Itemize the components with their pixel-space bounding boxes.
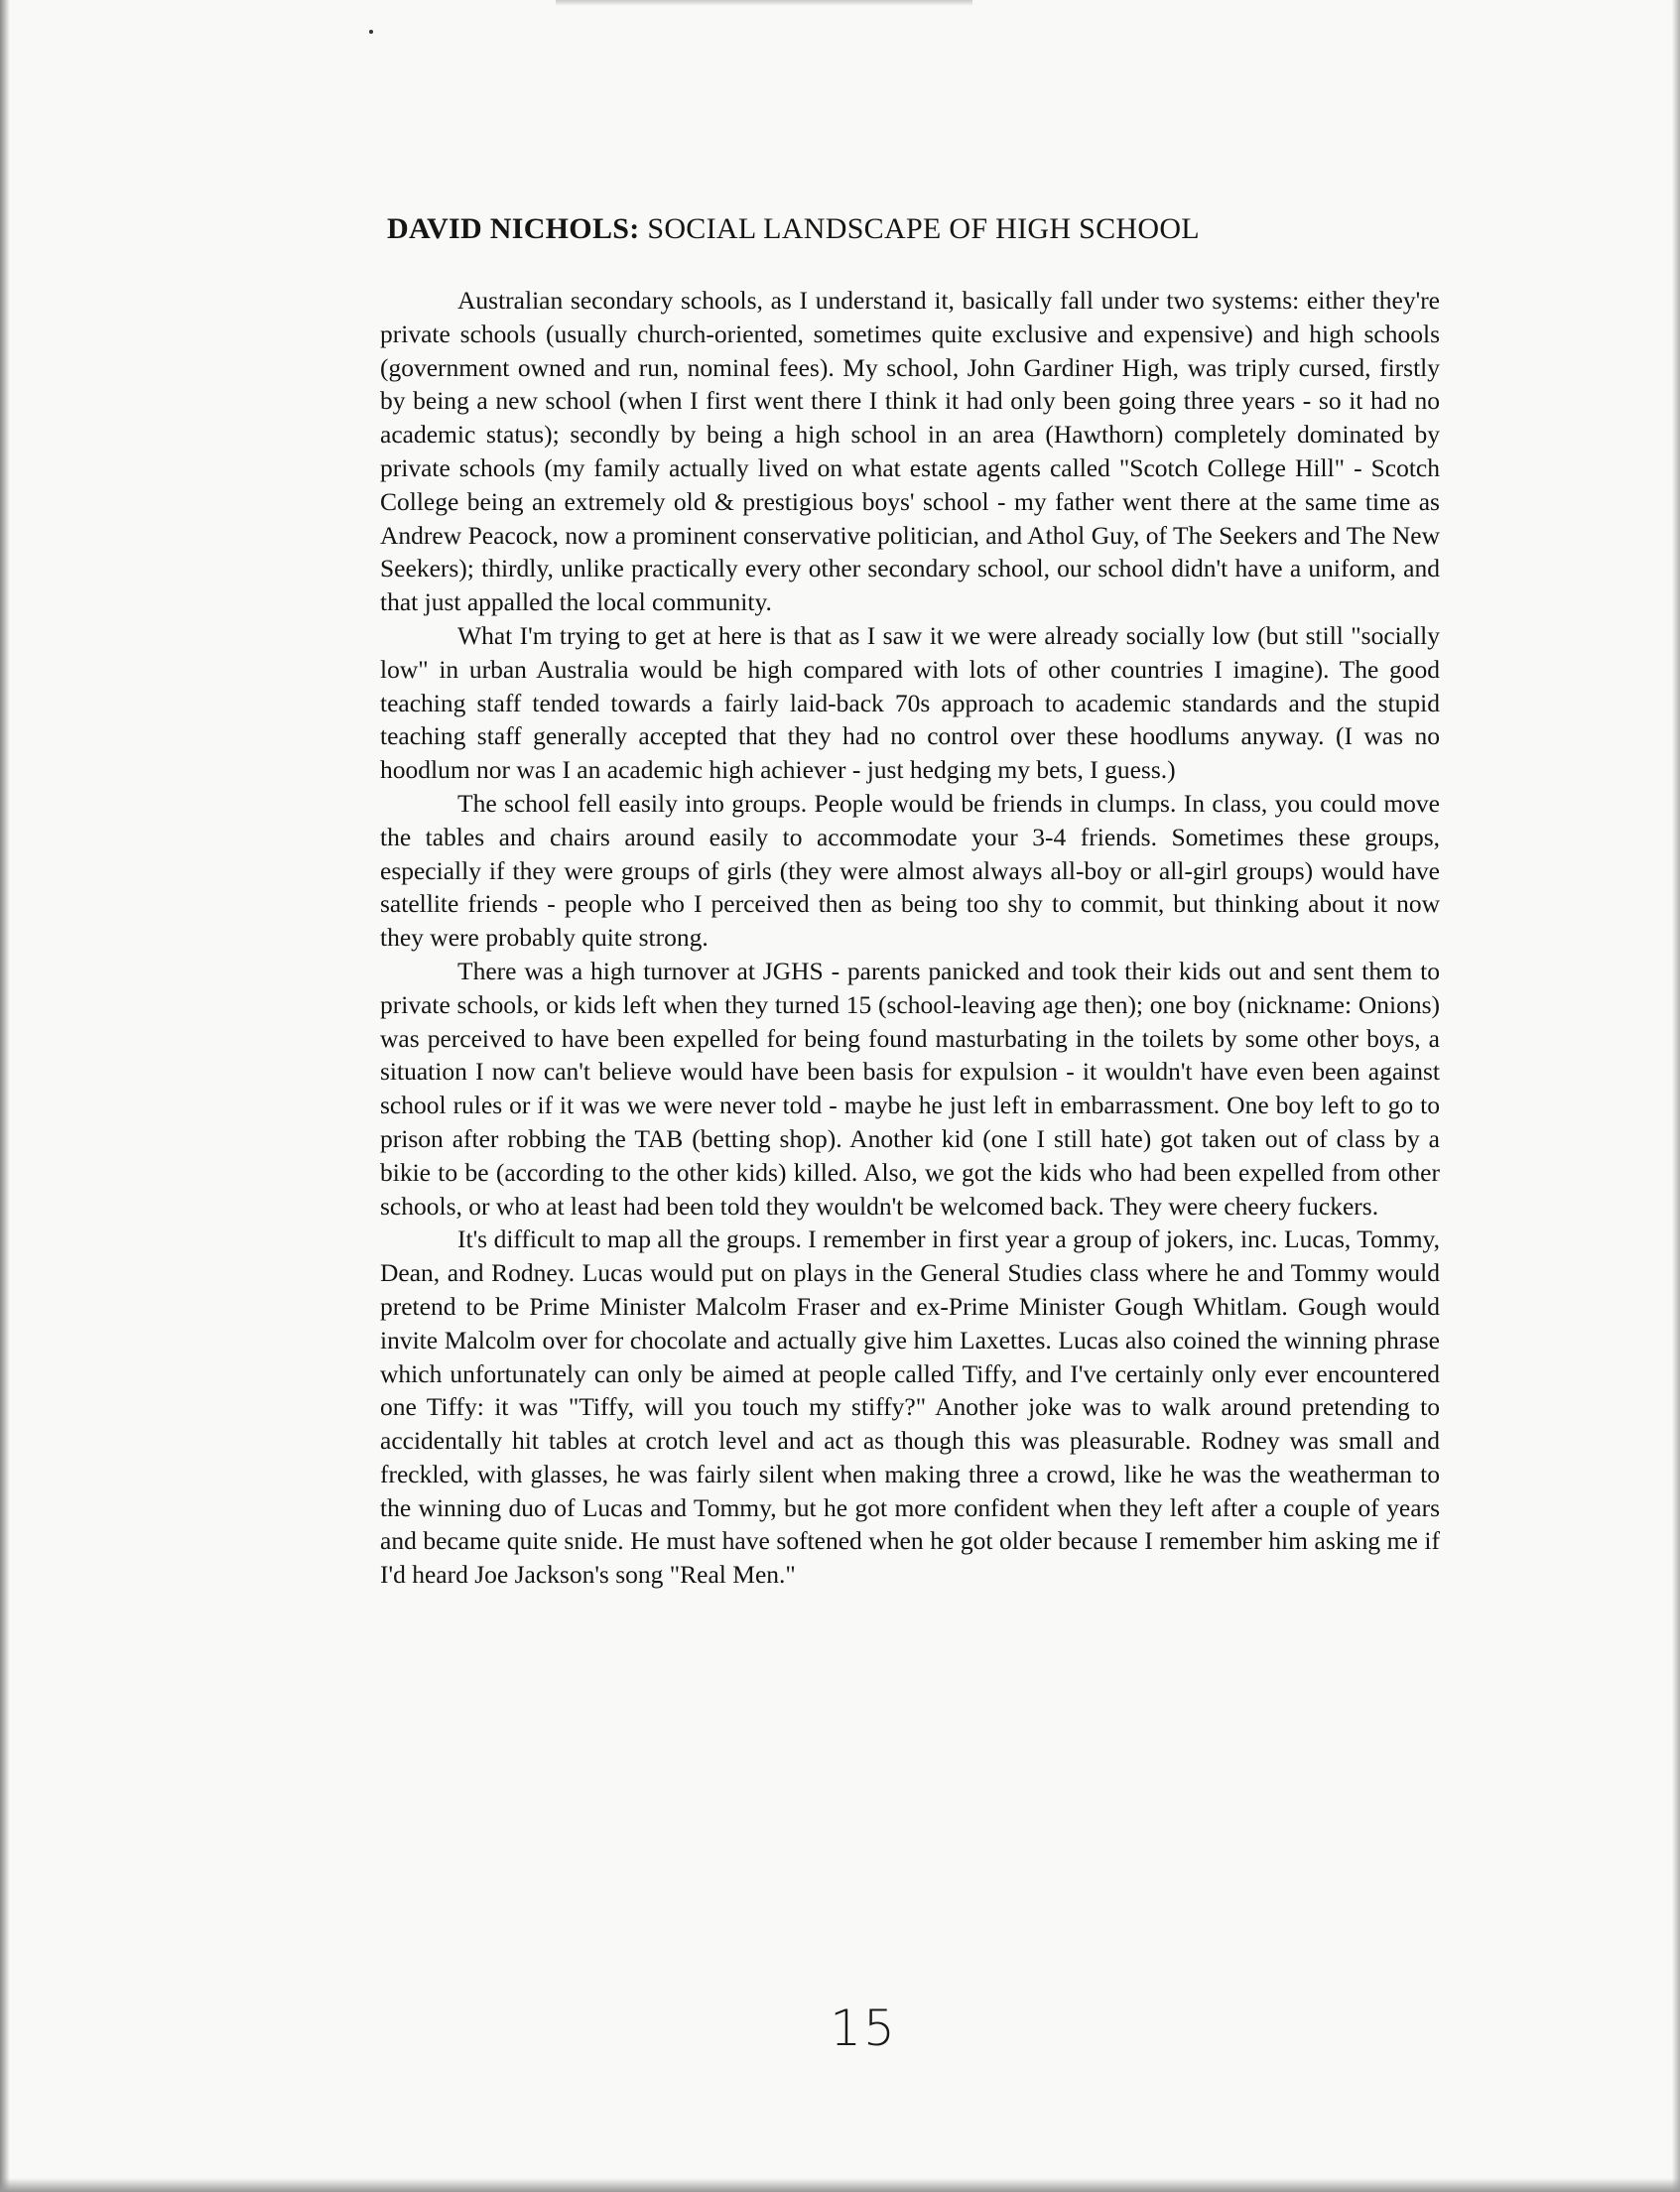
article-body: [380, 284, 1440, 1592]
paragraph-1: Australian secondary schools, as I understand it, basically fall under two systems: either they're private schools (usually church-oriented, sometimes quite exclusive and expensive) and high schools (government owned and run, nominal fees). My school, John Gardiner High, was triply cursed, firstly by being a new school (when I first went there I think it had only been going three years - so it had no academic status); secondly by being a high school in an area (Hawthorn) completely dominated by private schools (my family actually lived on what estate agents called "Scotch College Hill" - Scotch College being an extremely old & prestigious boys' school - my father went there at the same time as Andrew Peacock, now a prominent conservative politician, and Athol Guy, of The Seekers and The New Seekers); thirdly, unlike practically every other secondary school, our school didn't have a uniform, and that just appalled the local community.: [380, 286, 1440, 617]
scan-bottom-edge: [0, 2178, 1680, 2192]
paragraph-3: The school fell easily into groups. People would be friends in clumps. In class, you could move the tables and chairs around easily to accommodate your 3-4 friends. Sometimes these groups, especially if they were groups of girls (they were almost always all-boy or all-girl groups) would have satellite friends - people who I perceived then as being too shy to commit, but thinking about it now they were probably quite strong.: [380, 788, 1440, 953]
paragraph-4: There was a high turnover at JGHS - parents panicked and took their kids out and sent them to private schools, or kids left when they turned 15 (school-leaving age then); one boy (nickname: Onions) was perceived to have been expelled for being found masturbating in the toilets by some other boys, a situation I now can't believe would have been basis for expulsion - it wouldn't have even been against school rules or if it was we were never told - maybe he just left in embarrassment. One boy left to go to prison after robbing the TAB (betting shop). Another kid (one I still hate) got taken out of class by a bikie to be (according to the other kids) killed. Also, we got the kids who had been expelled from other schools, or who at least had been told they wouldn't be welcomed back. They were cheery fuckers.: [380, 956, 1440, 1221]
scan-right-edge: [1672, 0, 1680, 2192]
scan-left-edge: [0, 0, 10, 2192]
heading-title: SOCIAL LANDSCAPE OF HIGH SCHOOL: [647, 212, 1200, 245]
page-heading: [387, 212, 1419, 246]
scan-speck: [369, 30, 373, 34]
paragraph-2: What I'm trying to get at here is that as I saw it we were already socially low (but still "socially low" in urban Australia would be high compared with lots of other countries I imagine). The good teaching staff tended towards a fairly laid-back 70s approach to academic standards and the stupid teaching staff generally accepted that they had no control over these hoodlums anyway. (I was no hoodlum nor was I an academic high achiever - just hedging my bets, I guess.): [380, 620, 1440, 785]
page-number: 15: [830, 1999, 897, 2057]
scan-top-shadow: [556, 0, 972, 6]
paragraph-5: It's difficult to map all the groups. I remember in first year a group of jokers, inc. Lucas, Tommy, Dean, and Rodney. Lucas would put on plays in the General Studies class where he and Tommy would pretend to be Prime Minister Malcolm Fraser and ex-Prime Minister Gough Whitlam. Gough would invite Malcolm over for chocolate and actually give him Laxettes. Lucas also coined the winning phrase which unfortunately can only be aimed at people called Tiffy, and I've certainly only ever encountered one Tiffy: it was "Tiffy, will you touch my stiffy?" Another joke was to walk around pretending to accidentally hit tables at crotch level and act as though this was pleasurable. Rodney was small and freckled, with glasses, he was fairly silent when making three a crowd, like he was the weatherman to the winning duo of Lucas and Tommy, but he got more confident when they left after a couple of years and became quite snide. He must have softened when he got older because I remember him asking me if I'd heard Joe Jackson's song "Real Men.": [380, 1225, 1440, 1590]
heading-author: DAVID NICHOLS:: [387, 212, 640, 245]
